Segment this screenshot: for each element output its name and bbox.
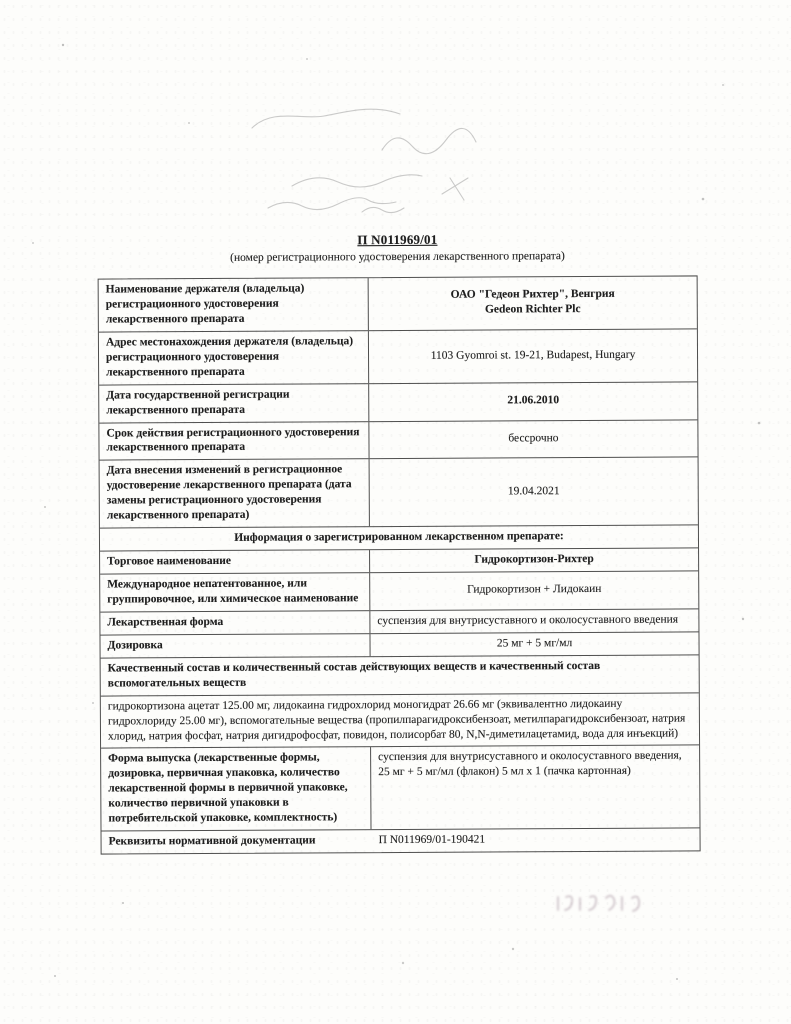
row-label: Форма выпуска (лекарственные формы, дозировка, первичная упаковка, количество лекарственной формы в первичной упаковке, количество первичной упаковки в потребительской упаковке, комплектность) [101,748,371,831]
row-value: суспензия для внутрисуставного и околосуставного введения [377,613,679,627]
row-value: 1103 Gyomroi st. 19-21, Budapest, Hungary [430,348,636,362]
row-value: бессрочно [508,432,559,445]
row-value: 19.04.2021 [507,484,560,498]
row-label: Адрес местонахождения держателя (владельца) регистрационного удостоверения лекарственного препарата [99,331,369,384]
row-value: 25 мг + 5 мг/мл [496,636,573,650]
table-row-dosage-form [100,609,698,635]
row-value: Гидрокортизон + Лидокаин [467,583,602,597]
row-label: Дозировка [100,634,370,657]
row-value: П N011969/01-190421 [378,833,486,847]
row-value: 21.06.2010 [507,394,560,407]
registration-table [98,275,701,854]
row-label: Срок действия регистрационного удостоверения лекарственного препарата [99,422,369,460]
table-row-validity [99,420,697,461]
row-label: Дата государственной регистрации лекарственного препарата [99,384,369,422]
table-row-trade-name [100,548,698,574]
row-value: ОАО "Гедеон Рихтер", Венгрия Gedeon Richter Plc [450,288,615,316]
table-row-dosage [100,632,698,658]
table-row-info-heading [100,526,698,552]
composition-paragraph: гидрокортизона ацетат 125.00 мг, лидокаина гидрохлорид моногидрат 26.66 мг (эквивалентно лидокаину гидрохлориду 25.00 мг), вспомогательные вещества (пропилпарагидроксибензоат, метилпарагидроксибензоат, натрия хлорид, натрия фосфат, натрия дигидрофосфат, повидон, полисорбат 80, N,N-диметилацетамид, вода для инъекций) [107,697,686,743]
registration-number-title: П N011969/01 [357,231,438,248]
table-row-composition-heading [101,655,699,696]
row-value: Гидрокортизон-Рихтер [474,553,594,566]
table-row-composition-text [101,693,699,749]
table-row-amendment-date [100,458,698,529]
section-heading: Информация о зарегистрированном лекарственном препарате: [234,530,564,544]
table-row-normative-docs [102,829,700,854]
row-label: Торговое наименование [100,550,370,573]
scan-noise-specks [0,0,2,2]
row-label: Дата внесения изменений в регистрационное удостоверение лекарственного препарата (дата замены регистрационного удостоверения лекарственного препарата) [100,460,370,528]
row-value: суспензия для внутрисуставного и околосуставного введения, 25 мг + 5 мг/мл (флакон) 5 мл х 1 (пачка картонная) [378,749,682,779]
row-label: Международное непатентованное, или группировочное, или химическое наименование [100,573,370,611]
section-heading: Качественный состав и количественный состав действующих веществ и качественный состав вспомогательных веществ [107,659,601,690]
row-label: Наименование держателя (владельца) регистрационного удостоверения лекарственного препарата [99,278,369,331]
table-row-holder-address [99,329,697,385]
registration-certificate [97,230,700,854]
row-label: Реквизиты нормативной документации [108,834,316,848]
row-label: Лекарственная форма [100,611,370,634]
table-row-release-form [101,746,699,832]
table-row-holder-name [99,276,697,332]
registration-number-caption: (номер регистрационного удостоверения лекарственного препарата) [230,250,565,264]
handwritten-pencil-marks [232,90,562,220]
faint-stamp-mark [550,890,650,918]
table-row-inn [100,571,698,612]
table-row-registration-date [99,382,697,423]
